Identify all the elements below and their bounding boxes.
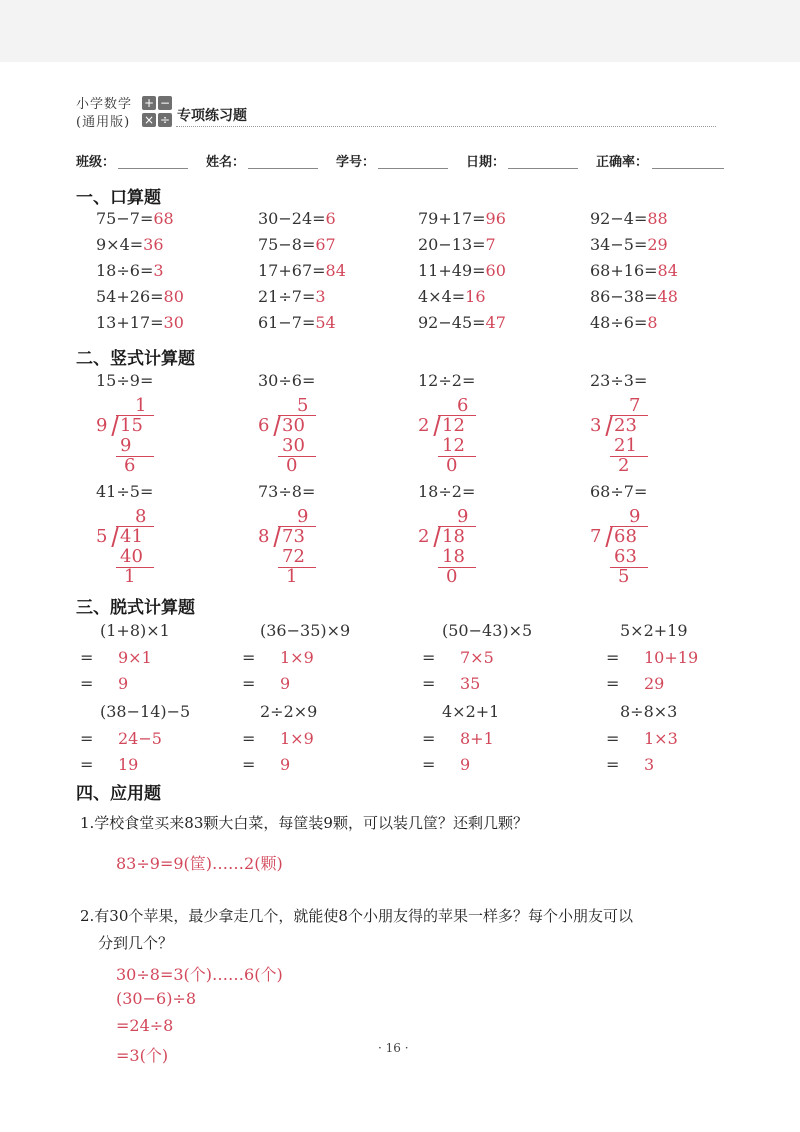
oral-item [590, 287, 678, 306]
division-dividend: 41 [120, 526, 143, 547]
oral-answer: 48 [657, 287, 678, 306]
divide-icon: ÷ [159, 113, 171, 127]
oral-item [96, 287, 184, 306]
section-word-problems-title: 四、应用题 [76, 784, 161, 804]
division-bracket [273, 416, 280, 436]
info-date-blank [508, 168, 578, 169]
oral-question: 92−45= [418, 313, 486, 332]
oral-answer: 68 [153, 209, 174, 228]
oral-question: 75−7= [96, 209, 154, 228]
oral-answer: 84 [657, 261, 678, 280]
stepwise-question: 8÷8×3 [620, 702, 678, 721]
equals-sign: = [242, 674, 256, 693]
division-dividend: 68 [614, 526, 637, 547]
stepwise-question: (50−43)×5 [442, 621, 533, 640]
oral-item [590, 235, 668, 254]
division-divisor: 8 [258, 526, 270, 547]
oral-answer: 47 [485, 313, 506, 332]
stepwise-step2: 9 [118, 674, 129, 693]
oral-item [258, 313, 336, 332]
division-dividend: 30 [282, 415, 305, 436]
minus-icon: − [159, 96, 171, 110]
equals-sign: = [242, 729, 256, 748]
oral-item [258, 235, 336, 254]
oral-question: 21÷7= [258, 287, 316, 306]
division-product: 40 [120, 546, 143, 567]
section-oral-title: 一、口算题 [76, 188, 161, 208]
problem-1-text: 1.学校食堂买来83颗大白菜，每筐装9颗，可以装几筐？还剩几颗？ [80, 814, 528, 832]
oral-question: 75−8= [258, 235, 316, 254]
oral-question: 17+67= [258, 261, 326, 280]
equals-sign: = [422, 674, 436, 693]
oral-item [258, 209, 336, 228]
stepwise-step2: 9 [280, 674, 291, 693]
oral-item [418, 261, 506, 280]
oral-answer: 8 [647, 313, 658, 332]
stepwise-step2: 9 [460, 755, 471, 774]
oral-question: 18÷6= [96, 261, 154, 280]
division-quotient: 7 [629, 395, 641, 416]
section-stepwise-title: 三、脱式计算题 [76, 598, 195, 618]
info-accuracy-label: 正确率： [596, 155, 649, 170]
stepwise-step1: 24−5 [118, 729, 162, 748]
info-accuracy-blank [652, 168, 724, 169]
oral-item [96, 261, 164, 280]
equals-sign: = [606, 674, 620, 693]
oral-item [418, 313, 506, 332]
stepwise-question: (1+8)×1 [100, 621, 170, 640]
plus-icon: + [143, 96, 155, 110]
division-dividend: 73 [282, 526, 305, 547]
oral-question: 4×4= [418, 287, 466, 306]
oral-question: 9×4= [96, 235, 144, 254]
stepwise-step2: 3 [644, 755, 655, 774]
oral-answer: 96 [485, 209, 506, 228]
division-remainder: 0 [446, 566, 458, 587]
division-product: 63 [614, 546, 637, 567]
problem-2-answer-line2: (30−6)÷8 [116, 989, 197, 1008]
division-bracket [605, 416, 612, 436]
stepwise-step1: 1×9 [280, 648, 314, 667]
oral-question: 61−7= [258, 313, 316, 332]
division-remainder: 5 [618, 566, 630, 587]
oral-answer: 29 [647, 235, 668, 254]
info-id-label: 学号： [336, 155, 376, 170]
oral-answer: 88 [647, 209, 668, 228]
oral-item [96, 235, 164, 254]
stepwise-step1: 9×1 [118, 648, 152, 667]
oral-question: 48÷6= [590, 313, 648, 332]
page-number: · 16 · [378, 1041, 409, 1055]
oral-item [418, 209, 506, 228]
division-bracket [433, 527, 440, 547]
division-dividend: 15 [120, 415, 143, 436]
stepwise-step2: 29 [644, 674, 665, 693]
division-quotient: 1 [135, 395, 147, 416]
division-bracket [273, 527, 280, 547]
equals-sign: = [80, 648, 94, 667]
section-vertical-title: 二、竖式计算题 [76, 349, 195, 369]
equals-sign: = [80, 755, 94, 774]
division-divisor: 6 [258, 415, 270, 436]
oral-answer: 6 [325, 209, 336, 228]
problem-2-text-line2: 分到几个？ [98, 934, 174, 952]
division-dividend: 23 [614, 415, 637, 436]
division-product: 18 [442, 546, 465, 567]
oral-question: 30−24= [258, 209, 326, 228]
division-quotient: 5 [297, 395, 309, 416]
division-remainder: 1 [124, 566, 136, 587]
division-quotient: 6 [457, 395, 469, 416]
oral-item [590, 313, 658, 332]
oral-question: 11+49= [418, 261, 486, 280]
stepwise-question: (36−35)×9 [260, 621, 351, 640]
oral-item [590, 261, 678, 280]
oral-item [258, 261, 346, 280]
problem-2-answer-line3: =24÷8 [116, 1016, 174, 1035]
oral-answer: 7 [485, 235, 496, 254]
oral-answer: 54 [315, 313, 336, 332]
info-date-label: 日期： [466, 155, 506, 170]
problem-1-answer: 83÷9=9(筐)……2(颗) [116, 854, 283, 873]
oral-item [96, 313, 184, 332]
oral-question: 92−4= [590, 209, 648, 228]
header-subject: 小学数学 [76, 97, 133, 112]
equals-sign: = [606, 648, 620, 667]
equals-sign: = [242, 755, 256, 774]
equals-sign: = [606, 755, 620, 774]
oral-answer: 80 [163, 287, 184, 306]
division-remainder: 1 [286, 566, 298, 587]
division-remainder: 2 [618, 455, 630, 476]
stepwise-step1: 10+19 [644, 648, 699, 667]
oral-item [418, 235, 496, 254]
division-divisor: 5 [96, 526, 108, 547]
oral-answer: 60 [485, 261, 506, 280]
oral-answer: 3 [153, 261, 164, 280]
division-dividend: 12 [442, 415, 465, 436]
division-question: 30÷6= [258, 371, 316, 390]
division-question: 73÷8= [258, 482, 316, 501]
division-question: 23÷3= [590, 371, 648, 390]
division-bracket [111, 416, 118, 436]
info-id-blank [378, 168, 448, 169]
oral-item [590, 209, 668, 228]
equals-sign: = [422, 755, 436, 774]
header-rule [176, 126, 716, 127]
stepwise-step1: 1×3 [644, 729, 678, 748]
info-class-blank [118, 168, 188, 169]
oral-question: 34−5= [590, 235, 648, 254]
division-divisor: 2 [418, 415, 430, 436]
division-question: 18÷2= [418, 482, 476, 501]
equals-sign: = [80, 729, 94, 748]
problem-2-text-line1: 2.有30个苹果，最少拿走几个，就能使8个小朋友得的苹果一样多？每个小朋友可以 [80, 907, 633, 925]
oral-question: 20−13= [418, 235, 486, 254]
oral-question: 86−38= [590, 287, 658, 306]
stepwise-step1: 7×5 [460, 648, 494, 667]
division-divisor: 7 [590, 526, 602, 547]
stepwise-step1: 1×9 [280, 729, 314, 748]
equals-sign: = [422, 648, 436, 667]
stepwise-question: (38−14)−5 [100, 702, 191, 721]
oral-item [258, 287, 326, 306]
division-quotient: 9 [297, 506, 309, 527]
times-icon: × [143, 113, 155, 127]
oral-question: 68+16= [590, 261, 658, 280]
division-bracket [111, 527, 118, 547]
oral-answer: 36 [143, 235, 164, 254]
oral-item [96, 209, 174, 228]
stepwise-question: 2÷2×9 [260, 702, 318, 721]
equals-sign: = [80, 674, 94, 693]
division-product: 12 [442, 435, 465, 456]
division-quotient: 9 [629, 506, 641, 527]
division-product: 21 [614, 435, 637, 456]
oral-question: 13+17= [96, 313, 164, 332]
division-quotient: 8 [135, 506, 147, 527]
division-divisor: 2 [418, 526, 430, 547]
header-title: 专项练习题 [177, 108, 247, 124]
oral-question: 79+17= [418, 209, 486, 228]
stepwise-step2: 9 [280, 755, 291, 774]
division-question: 12÷2= [418, 371, 476, 390]
division-quotient: 9 [457, 506, 469, 527]
division-bracket [433, 416, 440, 436]
header-edition: (通用版) [76, 115, 131, 130]
oral-answer: 3 [315, 287, 326, 306]
division-question: 15÷9= [96, 371, 154, 390]
stepwise-step2: 19 [118, 755, 139, 774]
division-question: 41÷5= [96, 482, 154, 501]
oral-item [418, 287, 486, 306]
stepwise-question: 4×2+1 [442, 702, 500, 721]
equals-sign: = [242, 648, 256, 667]
equals-sign: = [422, 729, 436, 748]
oral-answer: 84 [325, 261, 346, 280]
division-product: 30 [282, 435, 305, 456]
stepwise-step1: 8+1 [460, 729, 494, 748]
info-class-label: 班级： [76, 155, 116, 170]
oral-answer: 67 [315, 235, 336, 254]
division-remainder: 0 [446, 455, 458, 476]
division-remainder: 6 [124, 455, 136, 476]
division-product: 72 [282, 546, 305, 567]
division-dividend: 18 [442, 526, 465, 547]
division-divisor: 3 [590, 415, 602, 436]
problem-2-answer-line1: 30÷8=3(个)……6(个) [116, 965, 283, 984]
division-question: 68÷7= [590, 482, 648, 501]
division-product: 9 [120, 435, 132, 456]
oral-answer: 16 [465, 287, 486, 306]
stepwise-question: 5×2+19 [620, 621, 688, 640]
stepwise-step2: 35 [460, 674, 481, 693]
division-divisor: 9 [96, 415, 108, 436]
division-remainder: 0 [286, 455, 298, 476]
equals-sign: = [606, 729, 620, 748]
oral-question: 54+26= [96, 287, 164, 306]
division-bracket [605, 527, 612, 547]
info-name-blank [248, 168, 318, 169]
info-name-label: 姓名： [206, 155, 246, 170]
problem-2-answer-line4: =3(个) [116, 1046, 169, 1065]
oral-answer: 30 [163, 313, 184, 332]
top-band [0, 0, 800, 62]
